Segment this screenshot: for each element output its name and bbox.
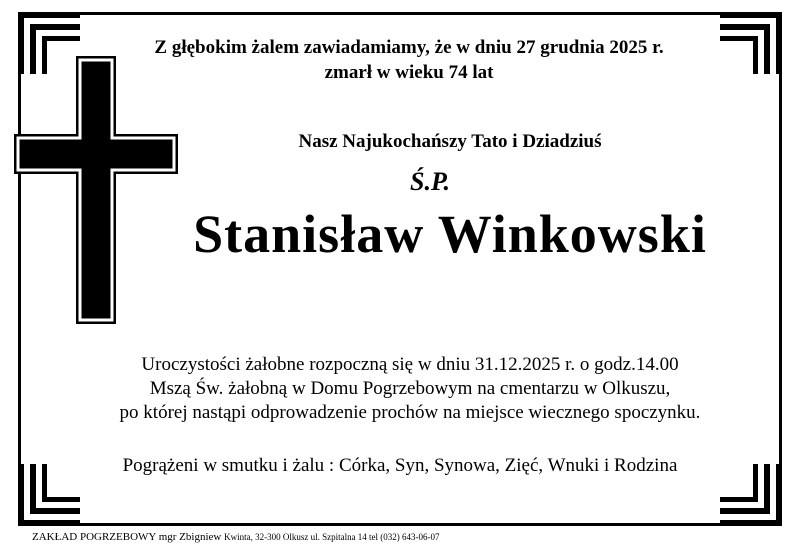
deceased-name: Stanisław Winkowski (193, 204, 707, 264)
intro-line: Z głębokim żalem zawiadamiamy, że w dniu 27 grudnia 2025 r. (154, 37, 664, 58)
age-line: zmarł w wieku 74 lat (324, 62, 494, 83)
footer-company: ZAKŁAD POGRZEBOWY mgr Zbigniew (32, 531, 222, 543)
corner-ornament-icon (720, 12, 782, 74)
latin-cross-icon (14, 56, 178, 324)
ceremony-line: Uroczystości żałobne rozpoczną się w dniu 31.12.2025 r. o godz.14.00 (141, 354, 679, 375)
funeral-home-footer (32, 531, 440, 543)
relation-line: Nasz Najukochańszy Tato i Dziadziuś (298, 131, 602, 152)
mourners-line: Pogrążeni w smutku i żalu : Córka, Syn, Synowa, Zięć, Wnuki i Rodzina (122, 455, 678, 476)
footer-details: Kwinta, 32-300 Olkusz ul. Szpitalna 14 tel (032) 643-06-07 (224, 532, 440, 542)
honorific: Ś.P. (410, 167, 450, 196)
ceremony-line: Mszą Św. żałobną w Domu Pogrzebowym na cmentarzu w Olkuszu, (149, 378, 671, 399)
ceremony-line: po której nastąpi odprowadzenie prochów na miejsce wiecznego spoczynku. (119, 402, 701, 423)
